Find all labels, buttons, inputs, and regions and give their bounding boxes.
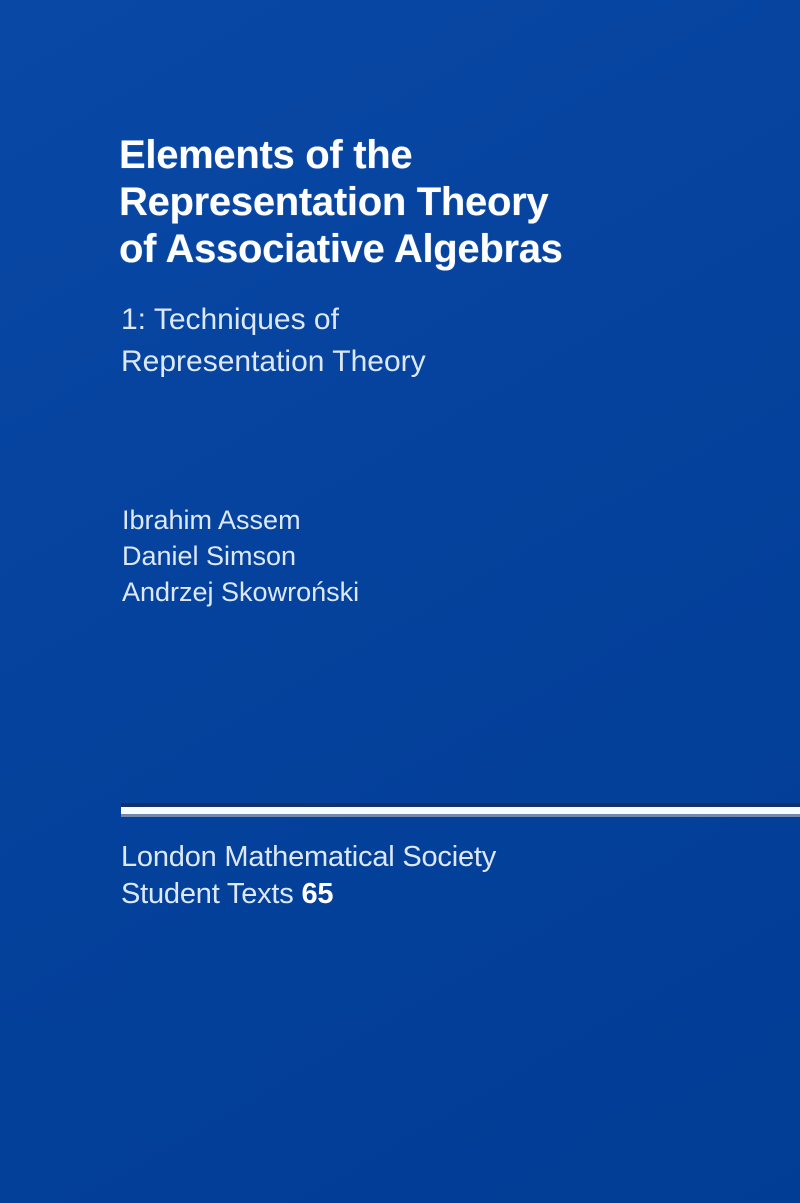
book-subtitle: [121, 299, 426, 383]
subtitle-line-1: 1: Techniques of: [121, 303, 339, 336]
subtitle-line-2: Representation Theory: [121, 345, 426, 378]
series-volume: [121, 876, 496, 913]
author-name: Ibrahim Assem: [122, 505, 301, 535]
author-name: Daniel Simson: [122, 541, 297, 571]
title-line-3: of Associative Algebras: [119, 227, 563, 271]
series-volume-number: 65: [301, 878, 334, 910]
title-line-1: Elements of the: [119, 133, 413, 177]
series-title: [121, 839, 496, 913]
series-volume-label: Student Texts: [121, 878, 302, 910]
title-line-2: Representation Theory: [119, 180, 549, 224]
series-name: London Mathematical Society: [121, 841, 497, 873]
author-name: Andrzej Skowroński: [122, 577, 360, 607]
book-title: [119, 132, 563, 273]
authors-list: [122, 502, 359, 610]
series-divider-rule: [121, 803, 800, 817]
